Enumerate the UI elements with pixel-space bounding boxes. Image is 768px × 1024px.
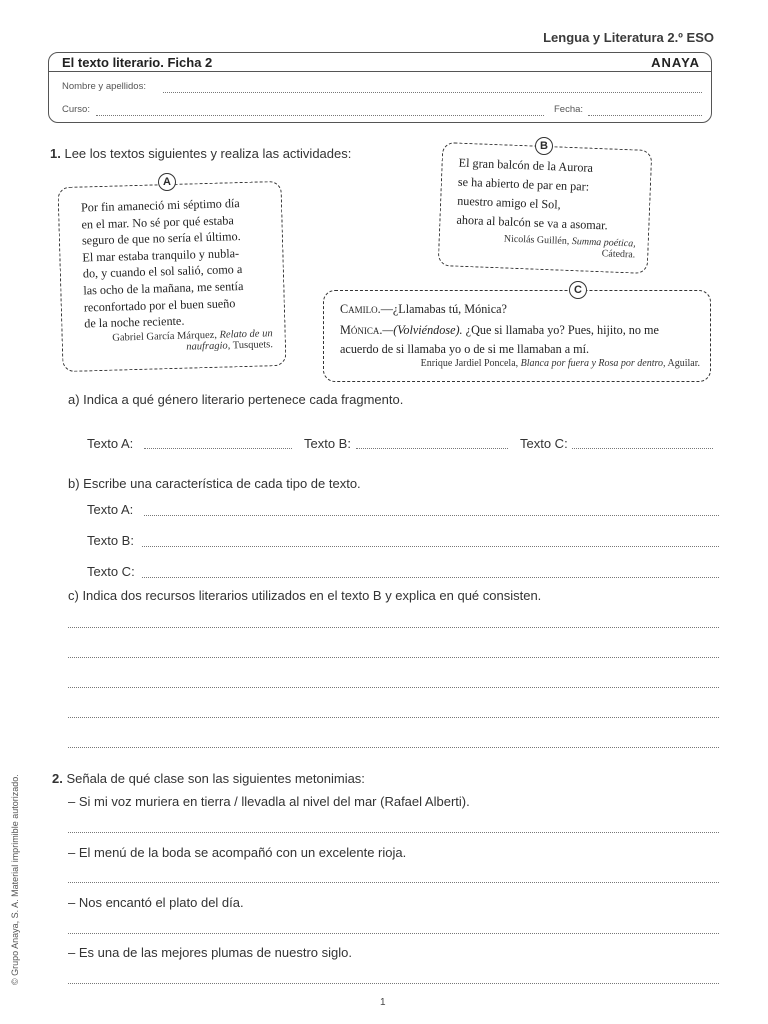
text-b-line: El gran balcón de la Aurora (458, 155, 594, 175)
text-a-body (81, 194, 280, 332)
speaker-monica: Mónica. (340, 323, 383, 337)
dialogue: —¿Llamabas tú, Mónica? (380, 302, 507, 316)
question-1-number: 1. (50, 146, 61, 161)
text-b-marker: B (535, 137, 553, 155)
date-field[interactable] (588, 115, 702, 116)
text-a-line: El mar estaba tranquilo y nubla- (82, 245, 240, 265)
credit-work: naufragio, (186, 340, 231, 353)
text-b-box (438, 142, 653, 274)
worksheet-title: El texto literario. Ficha 2 (62, 55, 213, 70)
credit-work: Relato de un (219, 328, 273, 341)
metonymy-item: – Nos encantó el plato del día. (68, 895, 244, 910)
copyright-notice: © Grupo Anaya, S. A. Material imprimible autorizado. (10, 774, 20, 985)
course-label: Curso: (62, 104, 90, 115)
course-field[interactable] (96, 115, 544, 116)
credit-publisher: Cátedra. (601, 248, 636, 261)
activity-a-texto-a-field[interactable] (144, 448, 292, 449)
text-a-line: do, y cuando el sol salió, como a (82, 262, 243, 281)
activity-a-texto-a-label: Texto A: (87, 436, 134, 451)
text-a-marker: A (158, 173, 176, 191)
metonymy-answer-line[interactable] (68, 933, 719, 934)
metonymy-item: – El menú de la boda se acompañó con un excelente rioja. (68, 845, 407, 860)
name-field[interactable] (163, 92, 702, 93)
text-c-line (340, 321, 702, 340)
activity-b-texto-c-label: Texto C: (87, 564, 135, 579)
activity-c-line[interactable] (68, 687, 719, 688)
credit-publisher: Tusquets. (232, 339, 274, 352)
metonymy-answer-line[interactable] (68, 882, 719, 883)
question-2 (52, 771, 365, 786)
metonymy-item: – Si mi voz muriera en tierra / llevadla al nivel del mar (Rafael Alberti). (68, 794, 470, 809)
text-b-line: ahora al balcón se va a asomar. (456, 212, 608, 233)
text-a-line: reconfortado por el buen sueño (83, 295, 236, 315)
text-a-line: Por fin amaneció mi séptimo día (80, 196, 240, 215)
question-2-number: 2. (52, 771, 63, 786)
question-1 (50, 146, 351, 161)
activity-a-texto-b-label: Texto B: (304, 436, 351, 451)
subject-title: Lengua y Literatura 2.º ESO (543, 30, 714, 45)
credit-publisher: Aguilar. (667, 358, 700, 369)
text-b-line: se ha abierto de par en par: (457, 174, 590, 194)
text-b-line: nuestro amigo el Sol, (456, 193, 562, 212)
text-a-line: seguro de que no sería el último. (81, 229, 241, 248)
activity-c-line[interactable] (68, 717, 719, 718)
text-c-credit (421, 358, 700, 369)
metonymy-answer-line[interactable] (68, 983, 719, 984)
metonymy-answer-line[interactable] (68, 832, 719, 833)
activity-c-prompt: c) Indica dos recursos literarios utilizados en el texto B y explica en qué consisten. (68, 588, 542, 603)
stage-direction: —(Volviéndose). (382, 323, 463, 337)
metonymy-item: – Es una de las mejores plumas de nuestro siglo. (68, 945, 352, 960)
activity-a-texto-c-field[interactable] (572, 448, 713, 449)
credit-work: Summa poética, (571, 236, 636, 250)
activity-b-texto-a-label: Texto A: (87, 502, 134, 517)
name-label: Nombre y apellidos: (62, 81, 146, 92)
question-1-prompt: Lee los textos siguientes y realiza las actividades: (64, 146, 352, 161)
activity-a-prompt: a) Indica a qué género literario pertenece cada fragmento. (68, 392, 404, 407)
text-c-box (323, 290, 711, 382)
activity-a-texto-b-field[interactable] (356, 448, 508, 449)
page-number: 1 (380, 997, 386, 1008)
text-a-line: las ocho de la mañana, me sentía (83, 278, 244, 298)
text-c-marker: C (569, 281, 587, 299)
activity-c-line[interactable] (68, 657, 719, 658)
dialogue: ¿Que si llamaba yo? Pues, hijito, no me (462, 323, 659, 337)
activity-b-texto-b-label: Texto B: (87, 533, 134, 548)
activity-c-line[interactable] (68, 627, 719, 628)
credit-author: Gabriel García Márquez, (112, 329, 218, 344)
date-label: Fecha: (554, 104, 584, 115)
activity-b-texto-b-field[interactable] (142, 546, 719, 547)
text-a-line: de la noche reciente. (84, 313, 185, 331)
text-c-body (340, 300, 702, 359)
text-a-box (57, 181, 286, 372)
text-b-body (456, 154, 644, 237)
activity-b-texto-a-field[interactable] (144, 515, 719, 516)
credit-author: Nicolás Guillén, (503, 233, 570, 247)
activity-b-prompt: b) Escribe una característica de cada tipo de texto. (68, 476, 361, 491)
speaker-camilo: Camilo. (340, 302, 381, 316)
activity-c-line[interactable] (68, 747, 719, 748)
activity-a-texto-c-label: Texto C: (520, 436, 568, 451)
publisher-logo: ANAYA (651, 55, 700, 70)
activity-b-texto-c-field[interactable] (142, 577, 719, 578)
text-c-line (340, 300, 702, 319)
text-a-line: en el mar. No sé por qué estaba (81, 212, 234, 232)
text-a-credit (73, 328, 274, 356)
credit-work: Blanca por fuera y Rosa por dentro, (520, 358, 666, 369)
credit-author: Enrique Jardiel Poncela, (420, 358, 519, 369)
question-2-prompt: Señala de qué clase son las siguientes metonimias: (66, 771, 365, 786)
text-c-line: acuerdo de si llamaba yo o de si me llamaban a mí. (340, 342, 590, 356)
